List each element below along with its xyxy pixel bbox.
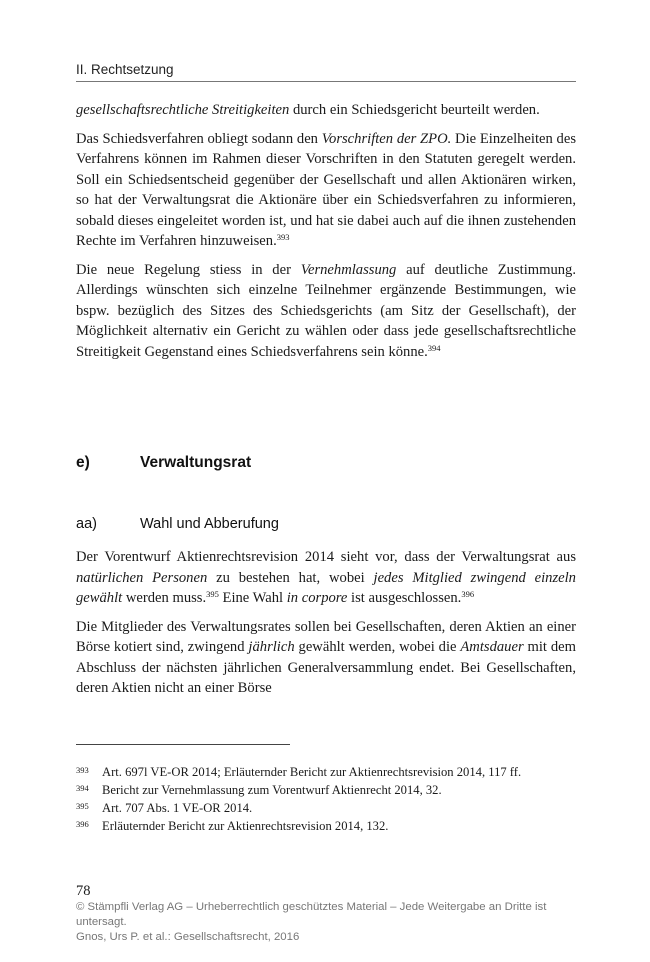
emphasis: gesellschaftsrechtliche Streitigkeiten — [76, 102, 290, 118]
footnote-divider — [76, 744, 290, 745]
text: durch ein Schiedsgericht beurteilt werden. — [289, 102, 540, 118]
footnote-number: 396 — [76, 819, 89, 829]
emphasis: in corpore — [286, 590, 348, 606]
paragraph-2 — [76, 129, 576, 252]
text: gewählt werden, wobei die — [294, 639, 461, 655]
paragraph-3 — [76, 260, 576, 363]
body-text-top — [76, 100, 576, 370]
text: werden muss. — [122, 590, 207, 606]
subsection-heading — [76, 516, 279, 532]
text: Das Schiedsverfahren obliegt sodann den — [76, 130, 322, 147]
emphasis: Vorschriften der ZPO. — [321, 130, 452, 147]
text: Die Einzelheiten des Verfahrens können im Rahmen dieser Vorschriften in den Statuten geregelt werden. Soll ein Schiedsentscheid gegenüber der Gesellschaft und allen Aktionären wirken, so hat der Verwaltungsrat die Aktionäre über ein Schiedsverfahren zu informieren, sobald dieses eingeleitet worden ist, und hat sie dabei auch auf die ihnen zustehenden Rechte im Verfahren hinzuweisen. — [76, 130, 576, 249]
footnote — [76, 764, 576, 781]
section-number: e) — [76, 454, 90, 471]
section-heading — [76, 454, 251, 472]
text: mit dem Abschluss der nächsten jährlichen Generalversammlung endet. Bei Gesellschaften, deren Aktien nicht an einer Börse — [76, 639, 577, 696]
footnote-ref[interactable]: 393 — [276, 232, 290, 242]
footnote-text: Art. 707 Abs. 1 VE-OR 2014. — [102, 801, 253, 815]
paragraph-5 — [76, 617, 576, 699]
footnote-ref[interactable]: 396 — [461, 589, 475, 599]
paragraph-1 — [76, 100, 576, 121]
body-text-bottom — [76, 547, 576, 707]
emphasis: Amtsdauer — [460, 639, 524, 655]
copyright-line: © Stämpfli Verlag AG – Urheberrechtlich geschütztes Material – Jede Weitergabe an Dritte ist untersagt. — [76, 901, 547, 928]
footnote — [76, 818, 576, 835]
text: Die Mitglieder des Verwaltungsrates sollen bei Gesellschaften, deren Aktien an einer Börse kotiert sind, zwingend — [76, 618, 576, 655]
text: ist ausgeschlossen. — [347, 590, 462, 606]
section-title: Verwaltungsrat — [140, 454, 252, 471]
emphasis: natürlichen Personen — [76, 569, 208, 586]
page-number: 78 — [76, 883, 91, 899]
footnote-number: 394 — [76, 783, 89, 793]
emphasis: jedes Mitglied zwingend einzeln gewählt — [76, 569, 576, 606]
citation-line: Gnos, Urs P. et al.: Gesellschaftsrecht, 2016 — [76, 931, 300, 943]
footnote — [76, 782, 576, 799]
emphasis: jährlich — [248, 639, 295, 655]
copyright-notice — [76, 900, 586, 945]
subsection-title: Wahl und Abberufung — [140, 516, 279, 532]
text: Der Vorentwurf Aktienrechtsrevision 2014 sieht vor, dass der Verwaltungsrat aus — [76, 549, 576, 565]
text: zu bestehen hat, wobei — [207, 569, 374, 586]
footnote-number: 393 — [76, 765, 89, 775]
text: Eine Wahl — [218, 590, 287, 606]
subsection-number: aa) — [76, 516, 97, 532]
running-header: II. Rechtsetzung — [76, 62, 576, 82]
footnote-text: Erläuternder Bericht zur Aktienrechtsrevision 2014, 132. — [102, 819, 389, 833]
footnotes — [76, 764, 576, 836]
paragraph-4 — [76, 547, 576, 609]
text: auf deutliche Zustimmung. Allerdings wünschten sich einzelne Teilnehmer ergänzende Bestimmungen, wie bspw. bezüglich des Sitzes des Schiedsgerichts (am Sitz der Gesellschaft), der Möglichkeit alternativ ein Gericht zu wählen oder dass jede gesellschaftsrechtliche Streitigkeit Gegenstand eines Schiedsverfahrens sein könne. — [76, 261, 576, 360]
footnote — [76, 800, 576, 817]
footnote-ref[interactable]: 394 — [427, 342, 441, 353]
footnote-text: Art. 697l VE-OR 2014; Erläuternder Bericht zur Aktienrechtsrevision 2014, 117 ff. — [102, 765, 522, 779]
emphasis: Vernehmlassung — [300, 261, 397, 278]
text: Die neue Regelung stiess in der — [76, 261, 301, 278]
footnote-text: Bericht zur Vernehmlassung zum Vorentwurf Aktienrecht 2014, 32. — [102, 783, 442, 797]
footnote-ref[interactable]: 395 — [206, 589, 219, 599]
footnote-number: 395 — [76, 801, 89, 811]
